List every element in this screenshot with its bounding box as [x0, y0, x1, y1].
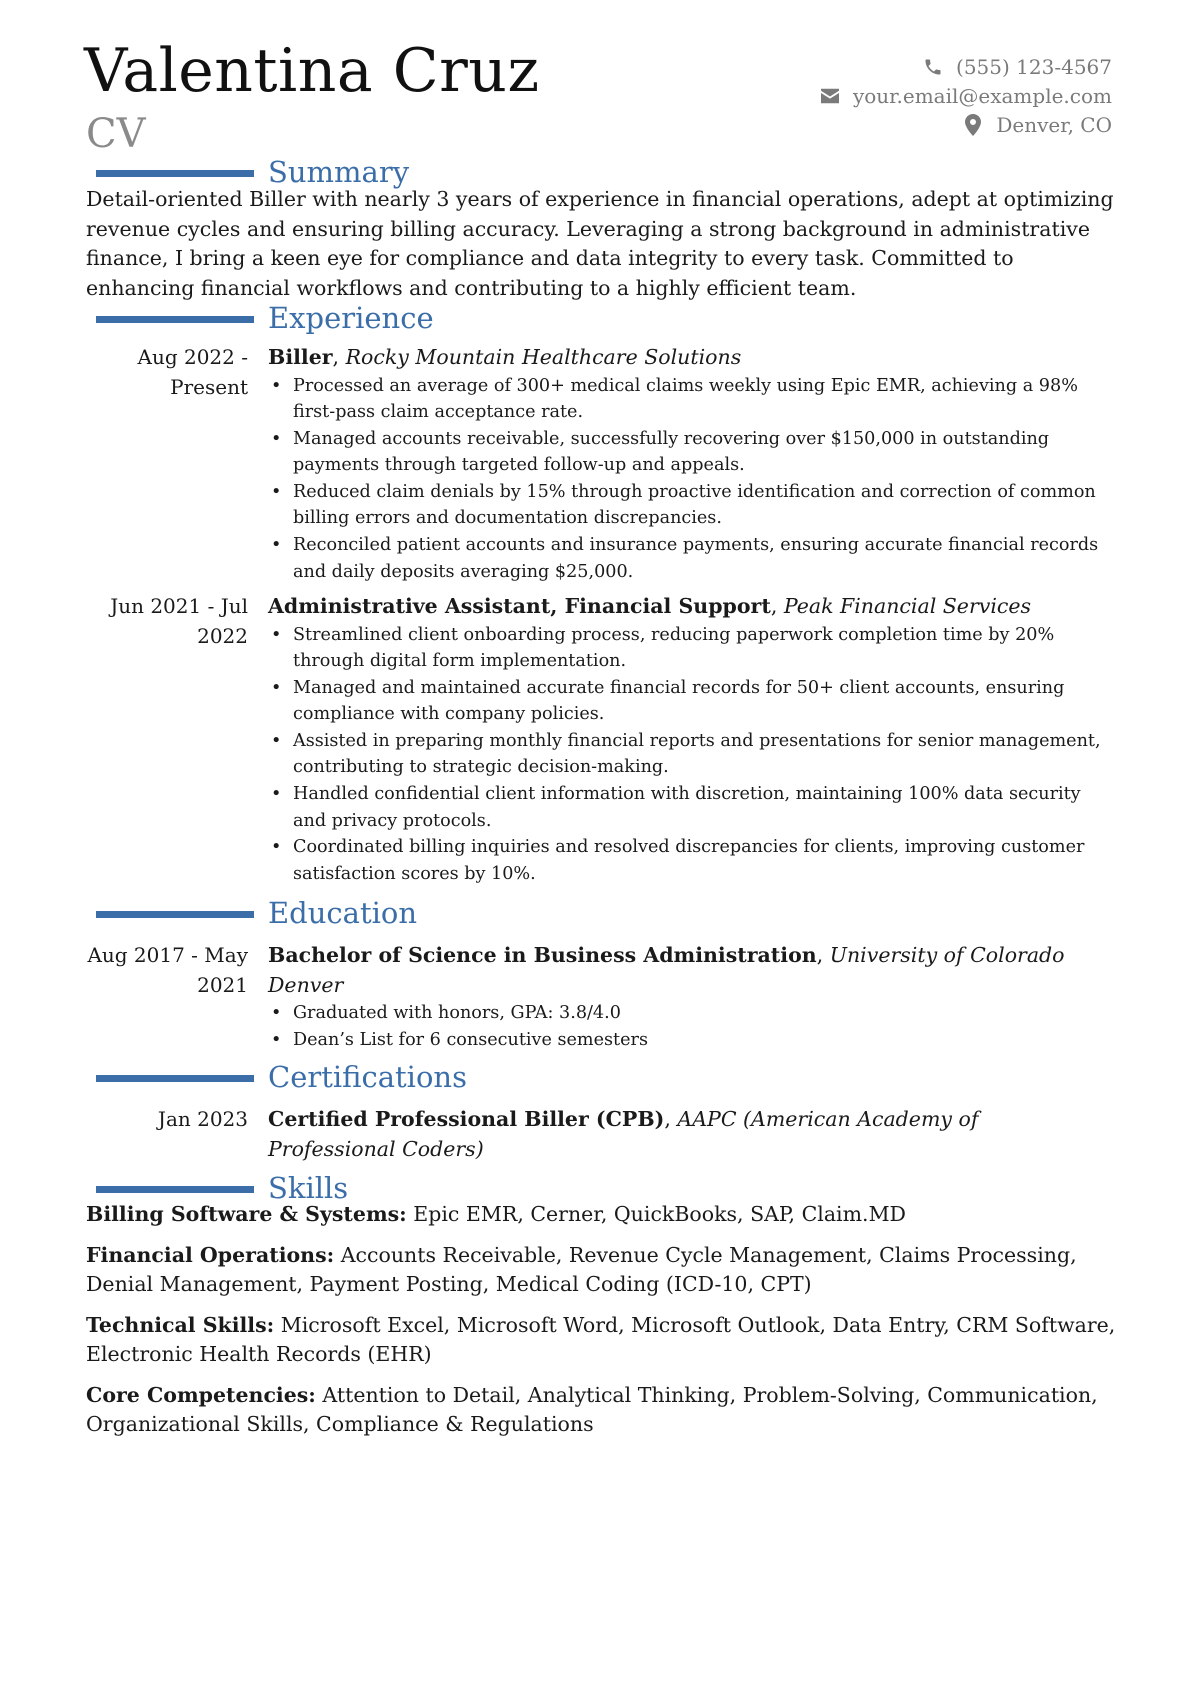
section-rule [96, 316, 254, 323]
person-name: Valentina Cruz [84, 36, 540, 106]
skill-row [86, 1200, 1116, 1230]
entry-headline: Administrative Assistant, Financial Support, Peak Financial Services [268, 594, 1032, 618]
entry-bullets [268, 622, 1106, 888]
entry-org: Peak Financial Services [783, 594, 1032, 618]
list-item: • Reduced claim denials by 15% through proactive identification and correction of common billing errors and documentation discrepancies. [268, 479, 1106, 532]
contact-location [819, 110, 1112, 139]
document-subtitle: CV [86, 111, 146, 157]
list-item: • Managed and maintained accurate financial records for 50+ client accounts, ensuring compliance with company policies. [268, 675, 1106, 728]
entry-headline: Bachelor of Science in Business Administration, University of Colorado Denver [268, 943, 1065, 997]
contact-phone [819, 52, 1112, 81]
skill-label: Core Competencies: [86, 1382, 316, 1407]
phone-icon [922, 57, 944, 77]
section-rule [96, 170, 254, 177]
experience-heading [0, 300, 1190, 336]
list-item: • Handled confidential client information with discretion, maintaining 100% data security and privacy protocols. [268, 781, 1106, 834]
list-item: • Reconciled patient accounts and insurance payments, ensuring accurate financial records and daily deposits averaging $25,000. [268, 532, 1106, 585]
skill-row [86, 1241, 1116, 1300]
skill-value: Microsoft Excel, Microsoft Word, Microsoft Outlook, Data Entry, CRM Software, Electronic Health Records (EHR) [86, 1312, 1116, 1366]
envelope-icon [819, 87, 841, 105]
entry-degree: Bachelor of Science in Business Administration [268, 943, 817, 967]
contact-email [819, 81, 1112, 110]
skill-label: Financial Operations: [86, 1242, 335, 1267]
entry-role: Biller [268, 345, 333, 369]
section-rule [96, 1186, 254, 1193]
skill-value: Accounts Receivable, Revenue Cycle Management, Claims Processing, Denial Management, Payment Posting, Medical Coding (ICD-10, CPT) [86, 1242, 1077, 1296]
section-title: Certifications [268, 1060, 467, 1094]
entry-role: Administrative Assistant, Financial Support [268, 594, 771, 618]
entry-date: Aug 2017 - May 2021 [87, 943, 248, 997]
skills-list [86, 1200, 1116, 1451]
skill-label: Technical Skills: [86, 1312, 275, 1337]
section-title: Education [268, 896, 418, 930]
skill-value: Attention to Detail, Analytical Thinking, Problem-Solving, Communication, Organizational Skills, Compliance & Regulations [86, 1382, 1098, 1436]
section-rule [96, 1075, 254, 1082]
list-item: • Managed accounts receivable, successfully recovering over $150,000 in outstanding payments through targeted follow-up and appeals. [268, 426, 1106, 479]
skill-row [86, 1311, 1116, 1370]
entry-date: Aug 2022 - Present [137, 345, 248, 399]
section-title: Skills [268, 1171, 349, 1205]
list-item: • Streamlined client onboarding process, reducing paperwork completion time by 20% through digital form implementation. [268, 622, 1106, 675]
skill-label: Billing Software & Systems: [86, 1202, 407, 1226]
list-item: • Coordinated billing inquiries and resolved discrepancies for clients, improving customer satisfaction scores by 10%. [268, 834, 1106, 887]
map-pin-icon [962, 114, 984, 136]
entry-org: AAPC (American Academy of Professional Coders) [268, 1107, 979, 1161]
entry-org: University of Colorado Denver [268, 943, 1065, 997]
education-heading [0, 895, 1190, 931]
entry-org: Rocky Mountain Healthcare Solutions [345, 345, 742, 369]
skill-value: Epic EMR, Cerner, QuickBooks, SAP, Claim.MD [413, 1202, 906, 1226]
section-title: Experience [268, 301, 434, 335]
certifications-heading [0, 1059, 1190, 1095]
contact-block [819, 52, 1112, 139]
summary-text: Detail-oriented Biller with nearly 3 years of experience in financial operations, adept at optimizing revenue cycles and ensuring billing accuracy. Leveraging a strong background in administrative finance, I bring a keen eye for compliance and data integrity to every task. Committed to enhancing financial workflows and contributing to a highly efficient team. [86, 187, 1114, 300]
section-title: Summary [268, 155, 410, 189]
entry-bullets [268, 373, 1106, 586]
entry-date: Jan 2023 [157, 1107, 248, 1131]
location-text: Denver, CO [996, 112, 1112, 137]
certification-name: Certified Professional Biller (CPB) [268, 1107, 665, 1131]
entry-headline: Certified Professional Biller (CPB), AAPC (American Academy of Professional Coders) [268, 1107, 979, 1161]
entry-bullets [268, 1000, 1106, 1053]
entry-date: Jun 2021 - Jul 2022 [110, 594, 248, 648]
phone-text: (555) 123-4567 [956, 54, 1112, 79]
skill-row [86, 1381, 1116, 1440]
list-item: • Assisted in preparing monthly financial reports and presentations for senior management, contributing to strategic decision-making. [268, 728, 1106, 781]
section-rule [96, 911, 254, 918]
entry-headline: Biller, Rocky Mountain Healthcare Solutions [268, 345, 742, 369]
list-item: • Graduated with honors, GPA: 3.8/4.0 [268, 1000, 1106, 1027]
list-item: • Dean’s List for 6 consecutive semesters [268, 1027, 1106, 1054]
email-text: your.email@example.com [852, 83, 1112, 108]
list-item: • Processed an average of 300+ medical claims weekly using Epic EMR, achieving a 98% first-pass claim acceptance rate. [268, 373, 1106, 426]
